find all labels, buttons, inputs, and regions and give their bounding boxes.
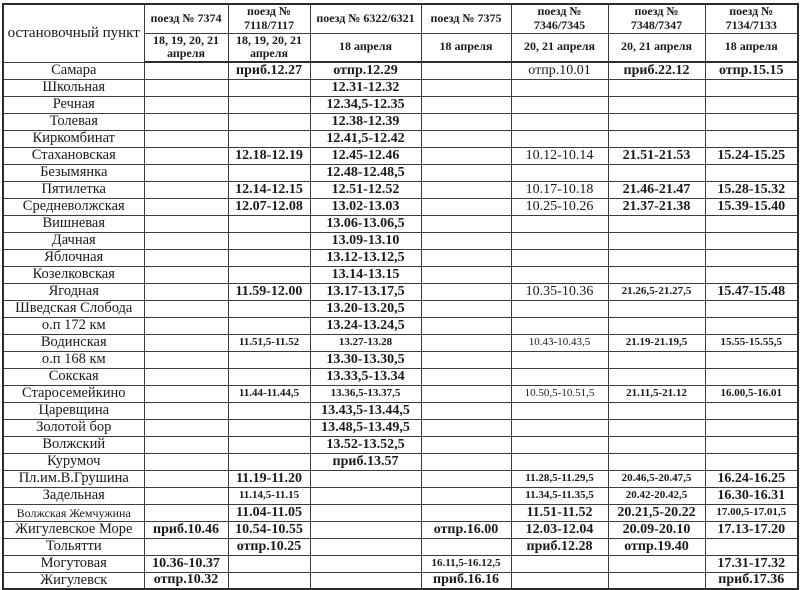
date-header-cell: 18 апреля (705, 33, 798, 62)
table-row (3, 351, 798, 368)
time-cell: 11.19-11.20 (228, 470, 310, 487)
table-row (3, 419, 798, 436)
station-cell: Безымянка (3, 164, 144, 181)
table-row (3, 538, 798, 555)
time-cell: 10.36-10.37 (144, 555, 228, 572)
time-cell (421, 62, 511, 79)
date-header-cell: 20, 21 апреля (608, 33, 705, 62)
time-cell (705, 96, 798, 113)
time-cell: 21.19-21.19,5 (608, 334, 705, 351)
time-cell: 12.31-12.32 (310, 79, 421, 96)
time-cell: 15.39-15.40 (705, 198, 798, 215)
time-cell (511, 300, 608, 317)
table-row (3, 164, 798, 181)
time-cell (705, 419, 798, 436)
time-cell: отпр.12.29 (310, 62, 421, 79)
time-cell: 15.47-15.48 (705, 283, 798, 300)
time-cell: 11.51-11.52 (511, 504, 608, 521)
table-row (3, 147, 798, 164)
time-cell: 12.51-12.52 (310, 181, 421, 198)
time-cell: 11.28,5-11.29,5 (511, 470, 608, 487)
train-timetable (2, 3, 799, 590)
time-cell (705, 130, 798, 147)
time-cell: 15.55-15.55,5 (705, 334, 798, 351)
time-cell (421, 538, 511, 555)
station-cell: Водинская (3, 334, 144, 351)
time-cell (705, 232, 798, 249)
time-cell: отпр.15.15 (705, 62, 798, 79)
time-cell (144, 487, 228, 504)
table-row (3, 470, 798, 487)
date-header-cell: 18 апреля (421, 33, 511, 62)
time-cell (608, 351, 705, 368)
time-cell: 20.42-20.42,5 (608, 487, 705, 504)
time-cell (511, 368, 608, 385)
time-cell (228, 130, 310, 147)
time-cell (310, 572, 421, 589)
time-cell (228, 164, 310, 181)
time-cell (705, 164, 798, 181)
time-cell (421, 113, 511, 130)
time-cell (228, 113, 310, 130)
time-cell (511, 555, 608, 572)
time-cell (310, 470, 421, 487)
time-cell: 12.07-12.08 (228, 198, 310, 215)
time-cell (511, 79, 608, 96)
time-cell (608, 79, 705, 96)
time-cell (421, 385, 511, 402)
time-cell (511, 317, 608, 334)
time-cell (228, 96, 310, 113)
time-cell (608, 572, 705, 589)
time-cell (421, 487, 511, 504)
table-row (3, 79, 798, 96)
time-cell (144, 198, 228, 215)
table-row (3, 130, 798, 147)
time-cell: 10.35-10.36 (511, 283, 608, 300)
time-cell (608, 402, 705, 419)
time-cell (511, 572, 608, 589)
time-cell: отпр.10.32 (144, 572, 228, 589)
time-cell (421, 249, 511, 266)
station-cell: Старосемейкино (3, 385, 144, 402)
time-cell: 21.11,5-21.12 (608, 385, 705, 402)
station-cell: Яблочная (3, 249, 144, 266)
time-cell: приб.22.12 (608, 62, 705, 79)
time-cell (608, 453, 705, 470)
time-cell (705, 249, 798, 266)
station-cell: Царевщина (3, 402, 144, 419)
time-cell (608, 96, 705, 113)
table-row (3, 555, 798, 572)
time-cell (421, 266, 511, 283)
table-row (3, 521, 798, 538)
time-cell: приб.13.57 (310, 453, 421, 470)
time-cell (511, 419, 608, 436)
table-row (3, 283, 798, 300)
table-row (3, 113, 798, 130)
time-cell (608, 436, 705, 453)
time-cell (608, 164, 705, 181)
time-cell (511, 130, 608, 147)
time-cell (144, 130, 228, 147)
time-cell (421, 419, 511, 436)
time-cell (144, 470, 228, 487)
station-cell: Козелковская (3, 266, 144, 283)
time-cell (608, 317, 705, 334)
station-cell: Задельная (3, 487, 144, 504)
time-cell (228, 300, 310, 317)
time-cell (144, 504, 228, 521)
time-cell (421, 300, 511, 317)
table-row (3, 368, 798, 385)
time-cell (228, 266, 310, 283)
time-cell: 20.09-20.10 (608, 521, 705, 538)
station-column-header: остановочный пункт (3, 4, 144, 62)
time-cell (310, 538, 421, 555)
table-row (3, 453, 798, 470)
table-row (3, 249, 798, 266)
time-cell: 16.24-16.25 (705, 470, 798, 487)
time-cell: приб.12.28 (511, 538, 608, 555)
time-cell: 12.45-12.46 (310, 147, 421, 164)
station-cell: Жигулевское Море (3, 521, 144, 538)
table-row (3, 572, 798, 589)
time-cell (608, 232, 705, 249)
time-cell (228, 555, 310, 572)
time-cell (144, 538, 228, 555)
time-cell (705, 215, 798, 232)
time-cell: 13.17-13.17,5 (310, 283, 421, 300)
time-cell: 17.31-17.32 (705, 555, 798, 572)
time-cell (144, 334, 228, 351)
table-row (3, 385, 798, 402)
time-cell (608, 249, 705, 266)
date-header-cell: 18, 19, 20, 21 апреля (228, 33, 310, 62)
time-cell (228, 79, 310, 96)
time-cell (421, 470, 511, 487)
table-row (3, 487, 798, 504)
time-cell (144, 215, 228, 232)
time-cell (705, 402, 798, 419)
train-number-row (3, 4, 798, 33)
time-cell: 10.43-10.43,5 (511, 334, 608, 351)
time-cell (511, 266, 608, 283)
table-row (3, 300, 798, 317)
time-cell: 13.30-13.30,5 (310, 351, 421, 368)
time-cell: 11.51,5-11.52 (228, 334, 310, 351)
station-cell: Самара (3, 62, 144, 79)
station-cell: Золотой бор (3, 419, 144, 436)
time-cell (421, 368, 511, 385)
time-cell: 13.09-13.10 (310, 232, 421, 249)
station-cell: Вишневая (3, 215, 144, 232)
station-cell: Курумоч (3, 453, 144, 470)
time-cell (608, 130, 705, 147)
time-cell (421, 130, 511, 147)
time-cell (705, 317, 798, 334)
time-cell (511, 351, 608, 368)
date-header-cell: 18, 19, 20, 21 апреля (144, 33, 228, 62)
time-cell (144, 300, 228, 317)
station-cell: Пл.им.В.Грушина (3, 470, 144, 487)
time-cell (310, 504, 421, 521)
time-cell (608, 368, 705, 385)
time-cell: 13.06-13.06,5 (310, 215, 421, 232)
station-cell: о.п 172 км (3, 317, 144, 334)
train-header-cell: поезд № 7346/7345 (511, 4, 608, 33)
time-cell: приб.17.36 (705, 572, 798, 589)
table-row (3, 215, 798, 232)
time-cell (228, 368, 310, 385)
time-cell: отпр.16.00 (421, 521, 511, 538)
table-row (3, 436, 798, 453)
time-cell (144, 232, 228, 249)
time-cell: 12.18-12.19 (228, 147, 310, 164)
time-cell (421, 334, 511, 351)
time-cell (144, 266, 228, 283)
time-cell (228, 402, 310, 419)
station-cell: Ягодная (3, 283, 144, 300)
time-cell (144, 283, 228, 300)
time-cell (310, 521, 421, 538)
time-cell (228, 419, 310, 436)
station-cell: Сокская (3, 368, 144, 385)
time-cell: 13.36,5-13.37,5 (310, 385, 421, 402)
time-cell (144, 351, 228, 368)
station-cell: Стахановская (3, 147, 144, 164)
time-cell: отпр.19.40 (608, 538, 705, 555)
time-cell (511, 215, 608, 232)
table-row (3, 232, 798, 249)
station-cell: Волжская Жемчужина (3, 504, 144, 521)
time-cell: 12.34,5-12.35 (310, 96, 421, 113)
table-row (3, 181, 798, 198)
time-cell (421, 215, 511, 232)
time-cell: 13.12-13.12,5 (310, 249, 421, 266)
time-cell: 13.27-13.28 (310, 334, 421, 351)
time-cell (608, 555, 705, 572)
time-cell (228, 249, 310, 266)
station-cell: Жигулевск (3, 572, 144, 589)
time-cell: 13.43,5-13.44,5 (310, 402, 421, 419)
time-cell: 11.04-11.05 (228, 504, 310, 521)
time-cell: 13.52-13.52,5 (310, 436, 421, 453)
time-cell: приб.12.27 (228, 62, 310, 79)
time-cell (144, 385, 228, 402)
time-cell (228, 215, 310, 232)
train-header-cell: поезд № 6322/6321 (310, 4, 421, 33)
time-cell (421, 164, 511, 181)
time-cell (421, 351, 511, 368)
time-cell: отпр.10.01 (511, 62, 608, 79)
time-cell: 10.12-10.14 (511, 147, 608, 164)
time-cell: отпр.10.25 (228, 538, 310, 555)
time-cell: 21.51-21.53 (608, 147, 705, 164)
station-cell: Пятилетка (3, 181, 144, 198)
time-cell (421, 147, 511, 164)
train-header-cell: поезд № 7348/7347 (608, 4, 705, 33)
time-cell (511, 164, 608, 181)
time-cell (705, 113, 798, 130)
time-cell (421, 453, 511, 470)
time-cell (144, 368, 228, 385)
time-cell (705, 300, 798, 317)
table-row (3, 62, 798, 79)
time-cell (228, 436, 310, 453)
time-cell (511, 113, 608, 130)
time-cell (144, 164, 228, 181)
time-cell: 13.33,5-13.34 (310, 368, 421, 385)
time-cell: 12.41,5-12.42 (310, 130, 421, 147)
station-cell: Волжский (3, 436, 144, 453)
table-row (3, 198, 798, 215)
time-cell (705, 453, 798, 470)
time-cell: 12.48-12.48,5 (310, 164, 421, 181)
time-cell: 12.38-12.39 (310, 113, 421, 130)
time-cell (421, 198, 511, 215)
time-cell (421, 504, 511, 521)
train-header-cell: поезд № 7118/7117 (228, 4, 310, 33)
time-cell (144, 113, 228, 130)
time-cell (511, 402, 608, 419)
time-cell: 10.17-10.18 (511, 181, 608, 198)
time-cell (228, 317, 310, 334)
time-cell (228, 453, 310, 470)
time-cell (144, 147, 228, 164)
time-cell: 16.00,5-16.01 (705, 385, 798, 402)
time-cell (310, 555, 421, 572)
time-cell (144, 436, 228, 453)
time-cell: 17.13-17.20 (705, 521, 798, 538)
time-cell: 20.46,5-20.47,5 (608, 470, 705, 487)
time-cell (511, 249, 608, 266)
time-cell (144, 181, 228, 198)
time-cell (608, 419, 705, 436)
time-cell (421, 181, 511, 198)
table-row (3, 96, 798, 113)
time-cell (705, 368, 798, 385)
time-cell (705, 266, 798, 283)
time-cell: 15.28-15.32 (705, 181, 798, 198)
date-header-cell: 20, 21 апреля (511, 33, 608, 62)
time-cell (705, 436, 798, 453)
time-cell: 13.02-13.03 (310, 198, 421, 215)
time-cell (421, 283, 511, 300)
time-cell (511, 453, 608, 470)
train-header-cell: поезд № 7134/7133 (705, 4, 798, 33)
station-cell: Средневолжская (3, 198, 144, 215)
time-cell (511, 232, 608, 249)
time-cell (144, 317, 228, 334)
time-cell (144, 419, 228, 436)
table-row (3, 504, 798, 521)
time-cell (144, 402, 228, 419)
train-header-cell: поезд № 7375 (421, 4, 511, 33)
time-cell: приб.10.46 (144, 521, 228, 538)
date-header-cell: 18 апреля (310, 33, 421, 62)
time-cell: 21.37-21.38 (608, 198, 705, 215)
time-cell (608, 266, 705, 283)
time-cell (144, 249, 228, 266)
time-cell (705, 538, 798, 555)
table-row (3, 402, 798, 419)
time-cell (511, 436, 608, 453)
time-cell: 11.14,5-11.15 (228, 487, 310, 504)
station-cell: Шведская Слобода (3, 300, 144, 317)
time-cell: 13.24-13.24,5 (310, 317, 421, 334)
train-header-cell: поезд № 7374 (144, 4, 228, 33)
time-cell (608, 300, 705, 317)
time-cell: 16.30-16.31 (705, 487, 798, 504)
time-cell: 17.00,5-17.01,5 (705, 504, 798, 521)
time-cell: 21.26,5-21.27,5 (608, 283, 705, 300)
time-cell (421, 317, 511, 334)
table-row (3, 317, 798, 334)
time-cell: 16.11,5-16.12,5 (421, 555, 511, 572)
time-cell: 13.20-13.20,5 (310, 300, 421, 317)
time-cell (310, 487, 421, 504)
time-cell (421, 232, 511, 249)
time-cell (144, 96, 228, 113)
time-cell (705, 79, 798, 96)
time-cell (421, 402, 511, 419)
station-cell: Школьная (3, 79, 144, 96)
time-cell (228, 351, 310, 368)
time-cell: 10.54-10.55 (228, 521, 310, 538)
time-cell: 20.21,5-20.22 (608, 504, 705, 521)
time-cell (144, 453, 228, 470)
time-cell: 13.14-13.15 (310, 266, 421, 283)
time-cell (421, 79, 511, 96)
timetable-body (3, 62, 798, 589)
time-cell (144, 79, 228, 96)
time-cell: 11.34,5-11.35,5 (511, 487, 608, 504)
timetable-header (3, 4, 798, 62)
time-cell (228, 572, 310, 589)
time-cell: 11.59-12.00 (228, 283, 310, 300)
station-cell: Тольятти (3, 538, 144, 555)
time-cell: 12.14-12.15 (228, 181, 310, 198)
time-cell: 21.46-21.47 (608, 181, 705, 198)
time-cell: 10.25-10.26 (511, 198, 608, 215)
time-cell: 15.24-15.25 (705, 147, 798, 164)
time-cell (421, 96, 511, 113)
time-cell (421, 436, 511, 453)
time-cell (144, 62, 228, 79)
time-cell: 10.50,5-10.51,5 (511, 385, 608, 402)
station-cell: Могутовая (3, 555, 144, 572)
time-cell: 12.03-12.04 (511, 521, 608, 538)
time-cell (511, 96, 608, 113)
table-row (3, 334, 798, 351)
time-cell: 11.44-11.44,5 (228, 385, 310, 402)
table-row (3, 266, 798, 283)
station-cell: Толевая (3, 113, 144, 130)
time-cell: 13.48,5-13.49,5 (310, 419, 421, 436)
station-cell: Киркомбинат (3, 130, 144, 147)
time-cell (608, 113, 705, 130)
time-cell (608, 215, 705, 232)
station-cell: Дачная (3, 232, 144, 249)
station-cell: Речная (3, 96, 144, 113)
time-cell (228, 232, 310, 249)
time-cell: приб.16.16 (421, 572, 511, 589)
station-cell: о.п 168 км (3, 351, 144, 368)
time-cell (705, 351, 798, 368)
